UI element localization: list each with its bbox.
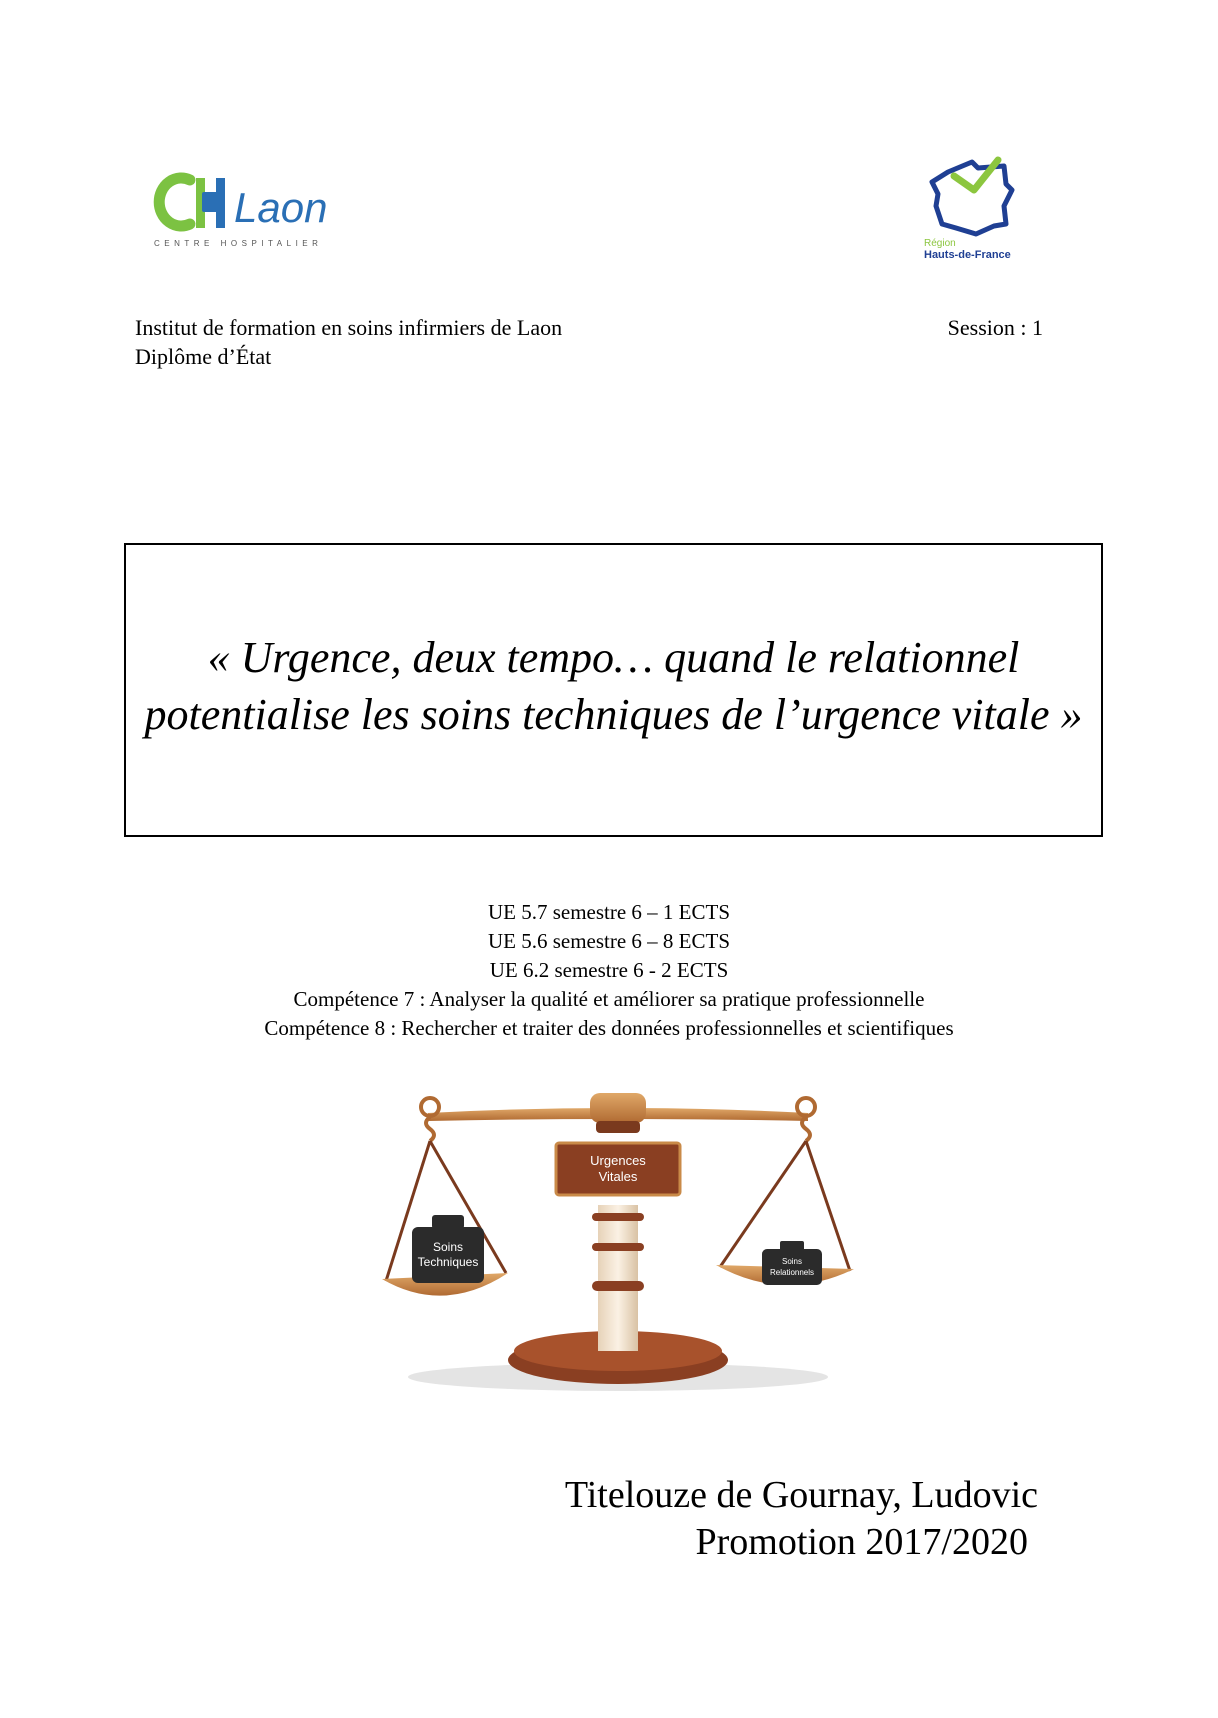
left-weight-line-1: Soins — [432, 1240, 464, 1254]
region-label: Région — [924, 238, 956, 249]
session-label: Session : 1 — [947, 315, 1043, 340]
promotion-label: Promotion 2017/2020 — [695, 1521, 1028, 1563]
scale-pillar — [598, 1205, 638, 1351]
right-weight-line-1: Soins — [781, 1257, 803, 1266]
competence-line: Compétence 7 : Analyser la qualité et améliorer sa pratique professionnelle — [293, 987, 925, 1011]
left-weight-line-2: Techniques — [417, 1255, 479, 1269]
logo-c-shape — [159, 178, 190, 226]
author-name: Titelouze de Gournay, Ludovic — [564, 1474, 1038, 1516]
right-weight-line-2: Relationnels — [769, 1268, 815, 1277]
ue-line: UE 6.2 semestre 6 - 2 ECTS — [489, 958, 729, 982]
institution-name: Institut de formation en soins infirmiers de Laon — [135, 315, 563, 340]
sign-line-2: Vitales — [598, 1169, 638, 1184]
title-box — [124, 543, 1103, 837]
logo-h-bar — [202, 192, 220, 212]
logo-subtitle: CENTRE HOSPITALIER — [154, 239, 323, 248]
logo-laon-text: Laon — [234, 184, 328, 231]
ue-list — [0, 898, 1218, 1043]
france-map-icon — [932, 162, 1012, 234]
ch-laon-logo — [150, 158, 372, 254]
right-weight — [762, 1249, 822, 1285]
region-logo — [908, 154, 1036, 266]
competence-line: Compétence 8 : Rechercher et traiter des données professionnelles et scientifiques — [264, 1016, 954, 1040]
diploma-label: Diplôme d’État — [135, 344, 272, 369]
sign-line-1: Urgences — [590, 1153, 646, 1168]
balance-scale-illustration — [378, 1085, 858, 1405]
document-title: « Urgence, deux tempo… quand le relationnel potentialise les soins techniques de l’urgence vitale » — [144, 633, 1083, 739]
ue-line: UE 5.7 semestre 6 – 1 ECTS — [487, 900, 731, 924]
ue-line: UE 5.6 semestre 6 – 8 ECTS — [487, 929, 731, 953]
region-name: Hauts-de-France — [924, 249, 1011, 261]
